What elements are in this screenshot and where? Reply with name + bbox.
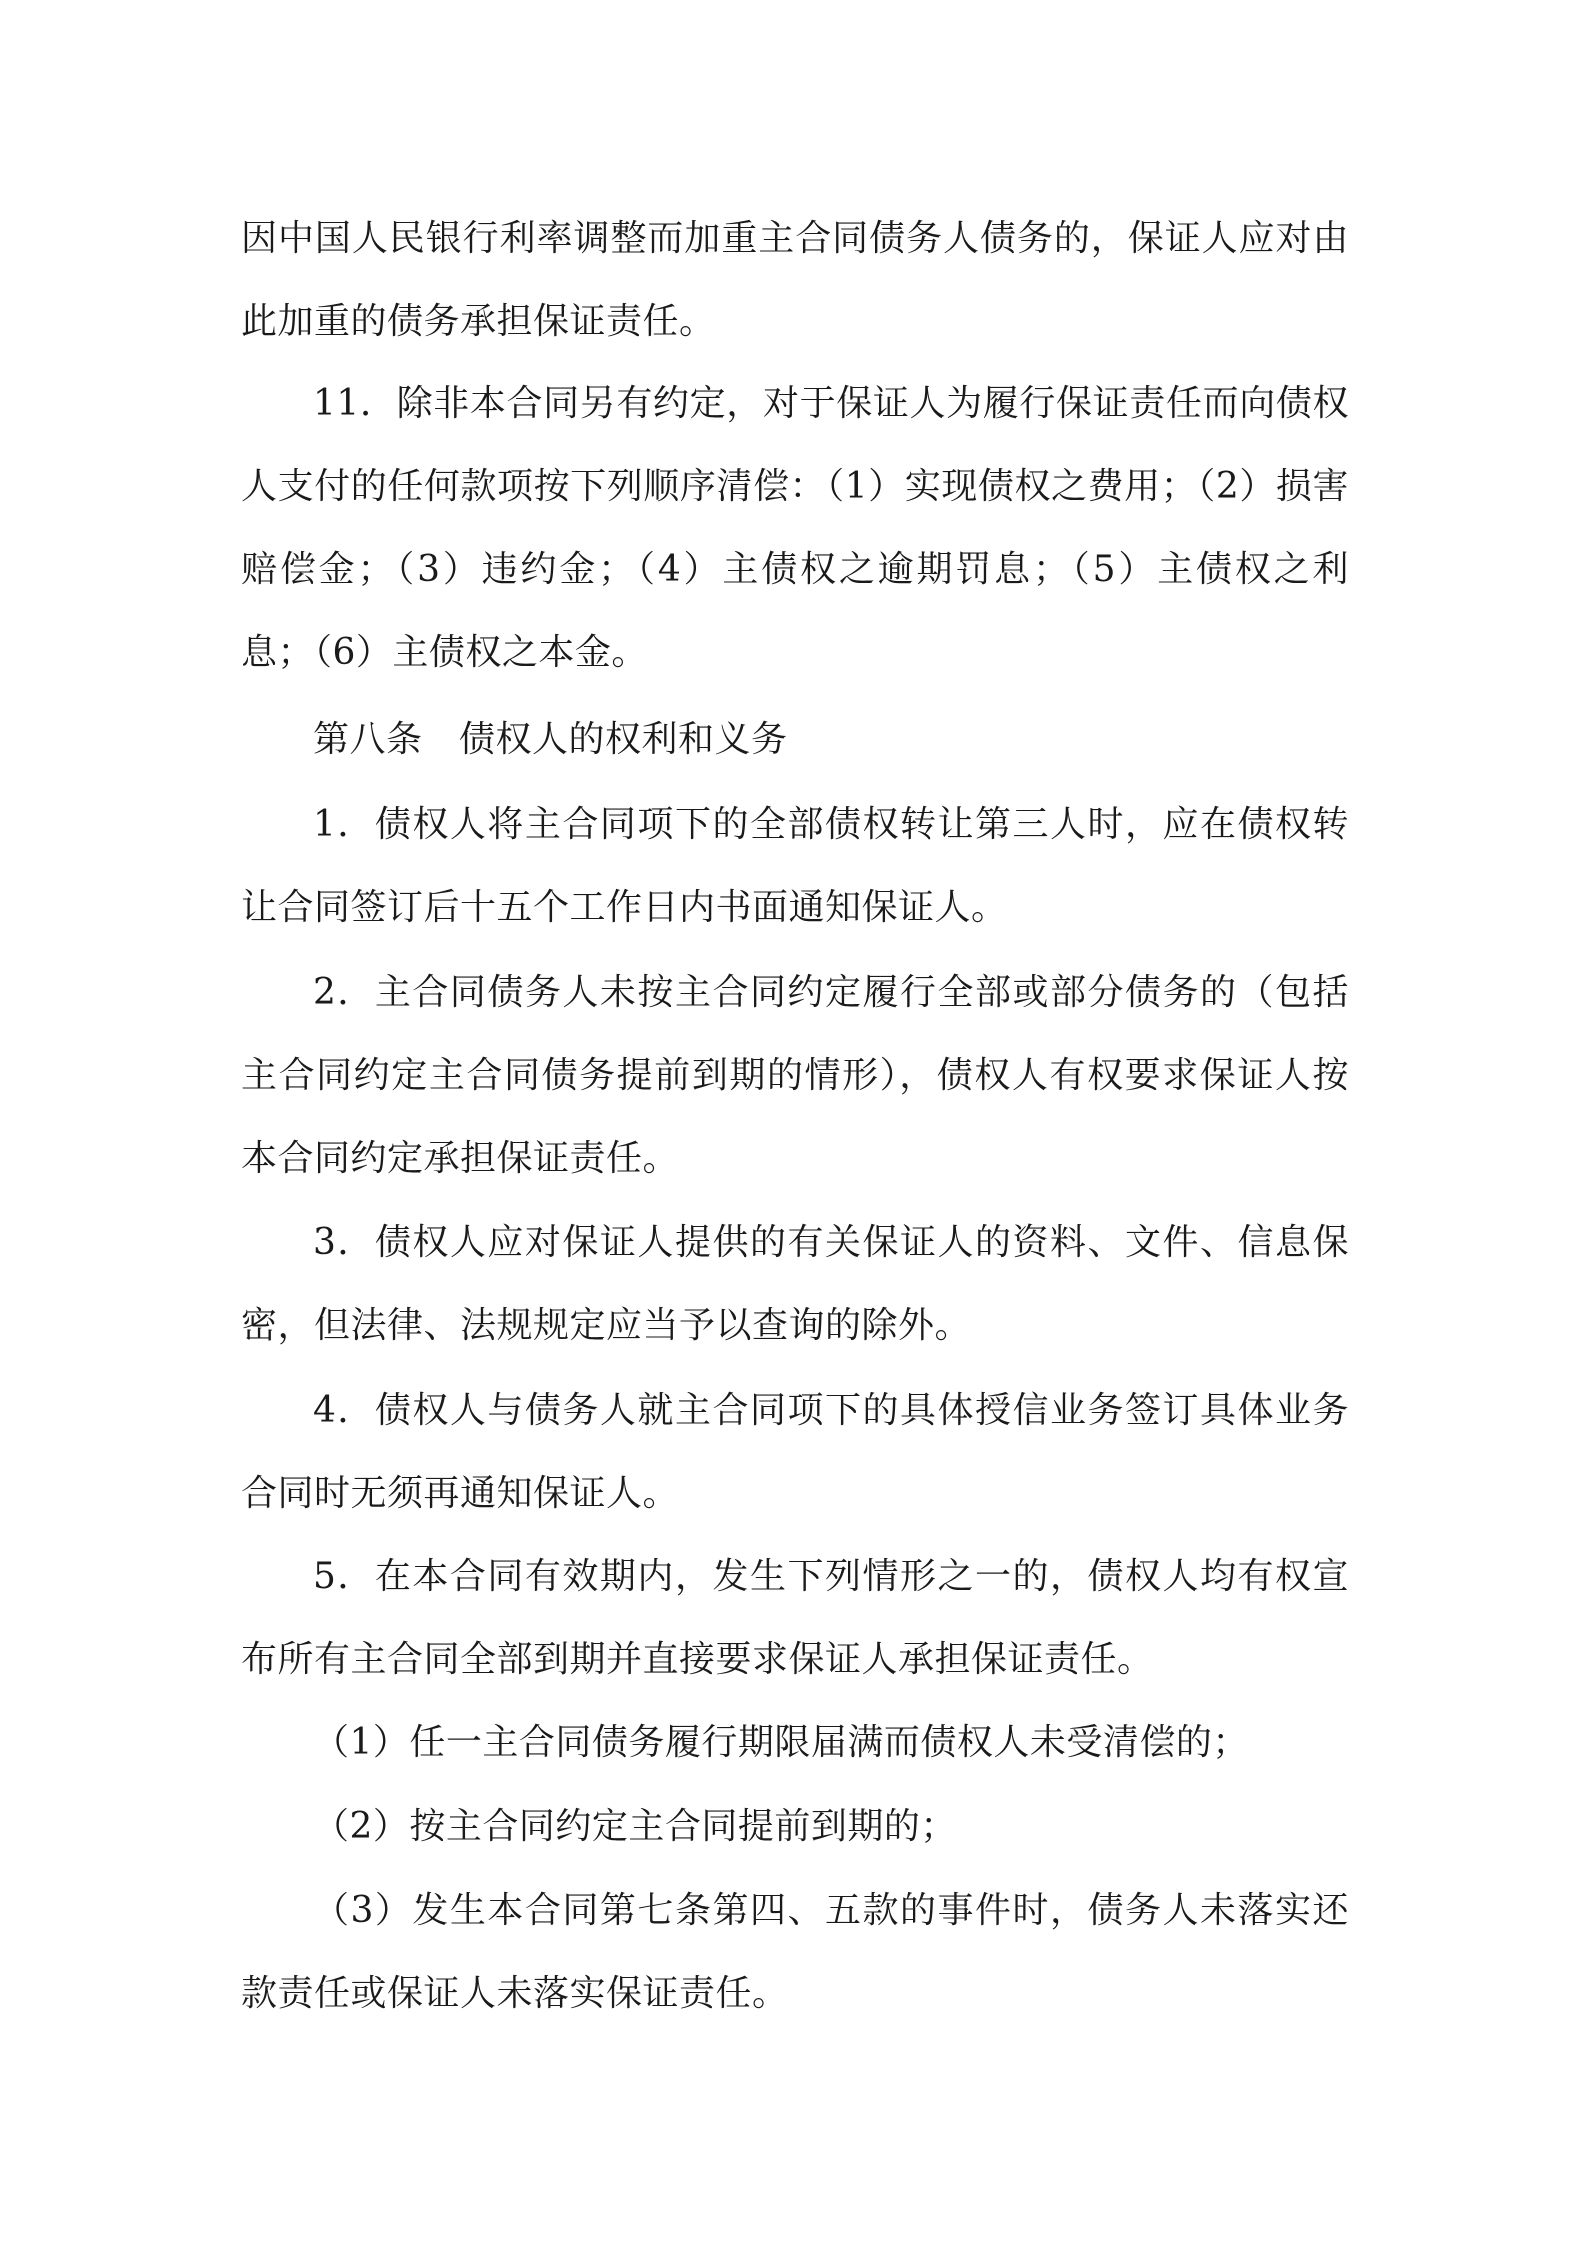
paragraph-clause-2: 2．主合同债务人未按主合同约定履行全部或部分债务的（包括主合同约定主合同债务提前到期的情形），债权人有权要求保证人按本合同约定承担保证责任。 [241, 972, 1349, 1179]
list-item-2: （2）按主合同约定主合同提前到期的； [313, 1806, 957, 1847]
paragraph-clause-1: 1．债权人将主合同项下的全部债权转让第三人时，应在债权转让合同签订后十五个工作日内书面通知保证人。 [241, 804, 1349, 928]
paragraph-clause-11: 11．除非本合同另有约定，对于保证人为履行保证责任而向债权人支付的任何款项按下列顺序清偿：（1）实现债权之费用；（2）损害赔偿金；（3）违约金；（4）主债权之逾期罚息；（5）主债权之利息；（6）主债权之本金。 [241, 383, 1349, 673]
paragraph-clause-5: 5．在本合同有效期内，发生下列情形之一的，债权人均有权宣布所有主合同全部到期并直接要求保证人承担保证责任。 [241, 1556, 1349, 1680]
paragraph-clause-4: 4．债权人与债务人就主合同项下的具体授信业务签订具体业务合同时无须再通知保证人。 [241, 1390, 1349, 1514]
paragraph-clause-3: 3．债权人应对保证人提供的有关保证人的资料、文件、信息保密，但法律、法规规定应当予以查询的除外。 [241, 1222, 1349, 1346]
paragraph-rate-adjustment: 因中国人民银行利率调整而加重主合同债务人债务的，保证人应对由此加重的债务承担保证责任。 [241, 218, 1349, 342]
list-item-3: （3）发生本合同第七条第四、五款的事件时，债务人未落实还款责任或保证人未落实保证责任。 [241, 1890, 1349, 2014]
list-item-1: （1）任一主合同债务履行期限届满而债权人未受清偿的； [313, 1722, 1249, 1763]
section-heading-article-8: 第八条 债权人的权利和义务 [313, 719, 788, 760]
